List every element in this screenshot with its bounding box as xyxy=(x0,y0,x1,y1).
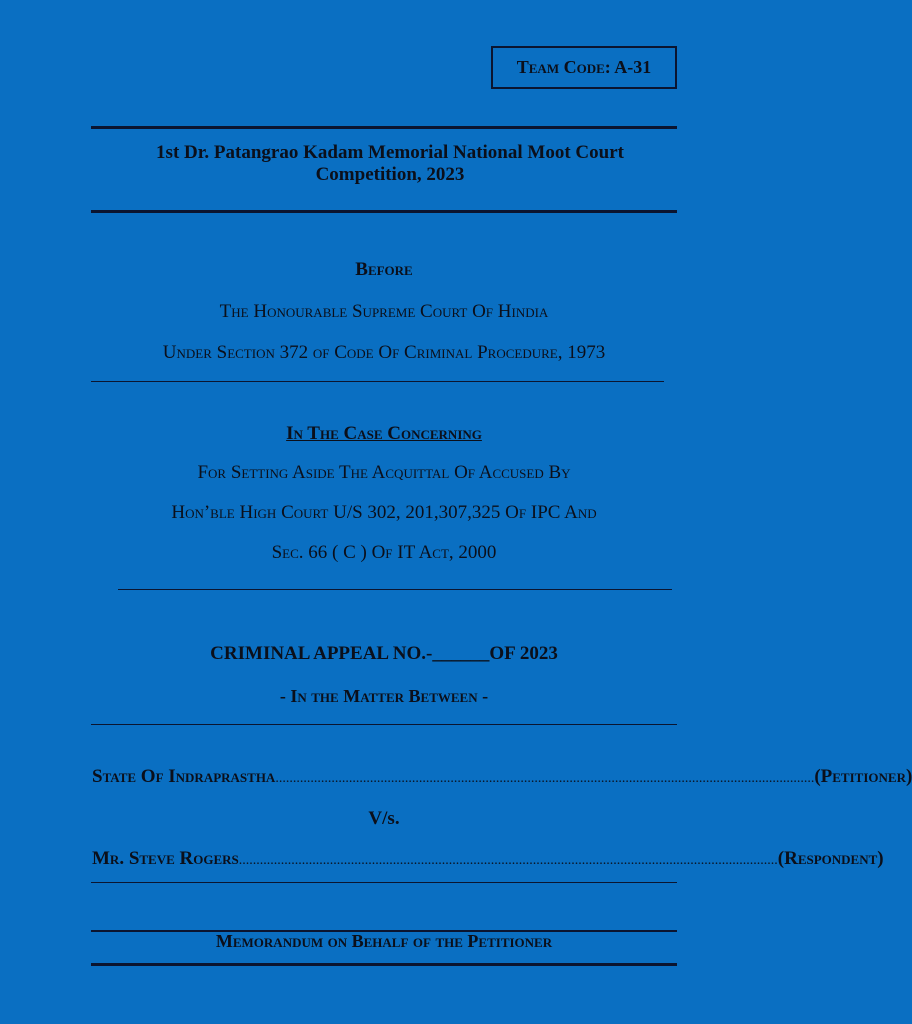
respondent-leader-dots: .......................................................................................................................................................... xyxy=(238,853,778,868)
memorandum-title: Memorandum on Behalf of the Petitioner xyxy=(215,931,553,951)
memo-bottom-rule xyxy=(91,963,677,966)
competition-title-line2: Competition, 2023 xyxy=(315,164,465,185)
petitioner-name: State Of Indraprastha xyxy=(92,766,276,787)
appeal-suffix: OF 2023 xyxy=(489,643,558,664)
respondent-row xyxy=(92,848,884,870)
petitioner-row xyxy=(92,766,912,788)
appeal-number xyxy=(91,643,677,665)
case-purpose-line1: For Setting Aside The Acquittal Of Accused By xyxy=(197,462,571,483)
case-heading: In The Case Concerning xyxy=(286,423,482,444)
petitioner-leader-dots: .......................................................................................................................................................... xyxy=(275,771,815,786)
forum-divider xyxy=(91,381,664,382)
case-purpose-line3: Sec. 66 ( C ) Of IT Act, 2000 xyxy=(271,542,497,563)
parties-divider xyxy=(91,882,677,883)
team-code-box xyxy=(491,46,677,89)
competition-title-line1: 1st Dr. Patangrao Kadam Memorial National Moot Court xyxy=(156,142,624,163)
team-code: Team Code: A-31 xyxy=(516,57,652,77)
respondent-name: Mr. Steve Rogers xyxy=(92,848,239,869)
matter-between: - In the Matter Between - xyxy=(279,686,489,706)
respondent-role: (Respondent) xyxy=(777,848,884,869)
petitioner-role: (Petitioner) xyxy=(814,766,912,787)
appeal-prefix: CRIMINAL APPEAL NO.- xyxy=(210,643,433,664)
competition-divider xyxy=(91,210,677,213)
matter-divider xyxy=(91,724,677,725)
versus: V/s. xyxy=(368,808,400,829)
case-purpose-line2: Hon’ble High Court U/S 302, 201,307,325 Of IPC And xyxy=(171,502,597,523)
case-divider xyxy=(118,589,672,590)
before-heading: Before xyxy=(355,259,413,280)
statute-section: Under Section 372 of Code Of Criminal Procedure, 1973 xyxy=(162,342,606,363)
appeal-blank: ______ xyxy=(432,643,490,664)
competition-title xyxy=(100,142,680,186)
top-divider xyxy=(91,126,677,129)
court-name: The Honourable Supreme Court Of Hindia xyxy=(219,301,549,322)
